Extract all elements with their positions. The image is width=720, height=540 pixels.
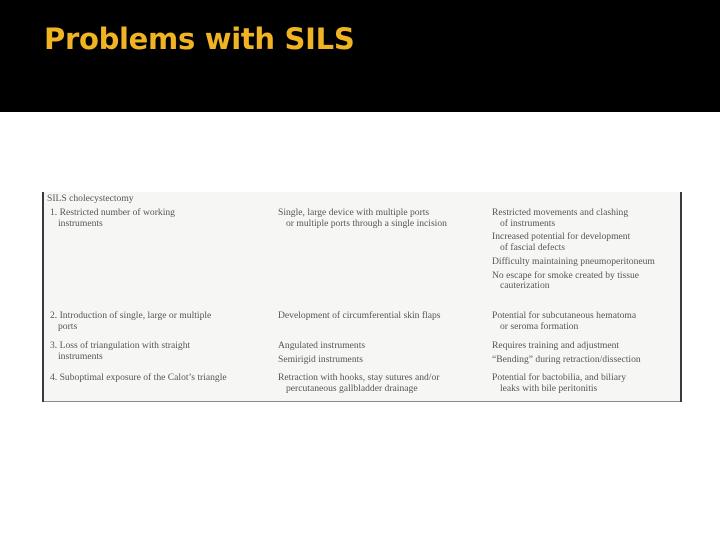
cell-line: 4. Suboptimal exposure of the Calot’s triangle — [50, 372, 227, 383]
cell-line: leaks with bile peritonitis — [500, 382, 598, 394]
cell-line: Retraction with hooks, stay sutures and/or — [278, 372, 440, 383]
consequence-cell — [492, 208, 682, 295]
cell-line: Difficulty maintaining pneumoperitoneum — [492, 255, 655, 267]
slide-title: Problems with SILS — [44, 22, 355, 56]
cell-entry — [492, 232, 682, 253]
cell-entry — [278, 311, 490, 322]
cell-line: or multiple ports through a single incision — [286, 217, 447, 229]
cell-line: Requires training and adjustment — [492, 340, 620, 351]
consequence-cell — [492, 373, 682, 397]
table-bottom-rule — [44, 401, 680, 402]
problem-cell — [50, 373, 276, 384]
cell-entry — [492, 355, 682, 366]
solution-cell — [278, 208, 490, 232]
cell-line: Single, large device with multiple ports — [278, 207, 430, 218]
cell-line: instruments — [58, 350, 103, 362]
cell-entry — [492, 341, 682, 352]
cell-entry — [278, 373, 490, 394]
cell-line: ports — [58, 320, 78, 332]
cell-entry — [492, 257, 682, 268]
cell-entry — [278, 355, 490, 366]
problem-cell — [50, 341, 276, 362]
cell-line: Angulated instruments — [278, 340, 366, 351]
cell-line: 1. Restricted number of working — [50, 207, 175, 218]
cell-line: percutaneous gallbladder drainage — [286, 382, 418, 394]
problem-cell — [50, 208, 276, 229]
consequence-cell — [492, 341, 682, 369]
cell-line: Increased potential for development — [492, 231, 631, 243]
cell-line: No escape for smoke created by tissue — [492, 269, 640, 281]
solution-cell — [278, 373, 490, 397]
cell-entry — [492, 373, 682, 394]
cell-line: cauterization — [500, 280, 550, 292]
cell-line: “Bending” during retraction/dissection — [492, 353, 641, 365]
title-bar — [0, 0, 720, 112]
cell-entry — [278, 341, 490, 352]
table-caption: SILS cholecystectomy — [47, 193, 134, 204]
solution-cell — [278, 341, 490, 369]
cell-line: instruments — [58, 217, 103, 229]
problem-cell — [50, 311, 276, 332]
cell-line: Potential for subcutaneous hematoma — [492, 310, 637, 321]
cell-line: Potential for bactobilia, and biliary — [492, 372, 627, 383]
cell-line: 2. Introduction of single, large or multiple — [50, 310, 212, 321]
cell-entry — [492, 311, 682, 332]
cell-line: of fascial defects — [500, 241, 565, 253]
cell-line: Semirigid instruments — [278, 353, 364, 365]
cell-line: of instruments — [500, 217, 556, 229]
cell-line: or seroma formation — [500, 320, 579, 332]
cell-line: 3. Loss of triangulation with straight — [50, 340, 191, 351]
cell-entry — [492, 271, 682, 292]
cell-line: Restricted movements and clashing — [492, 207, 629, 218]
cell-line: Development of circumferential skin flaps — [278, 310, 441, 321]
consequence-cell — [492, 311, 682, 335]
problems-table — [42, 192, 682, 402]
cell-entry — [492, 208, 682, 229]
solution-cell — [278, 311, 490, 325]
cell-entry — [278, 208, 490, 229]
